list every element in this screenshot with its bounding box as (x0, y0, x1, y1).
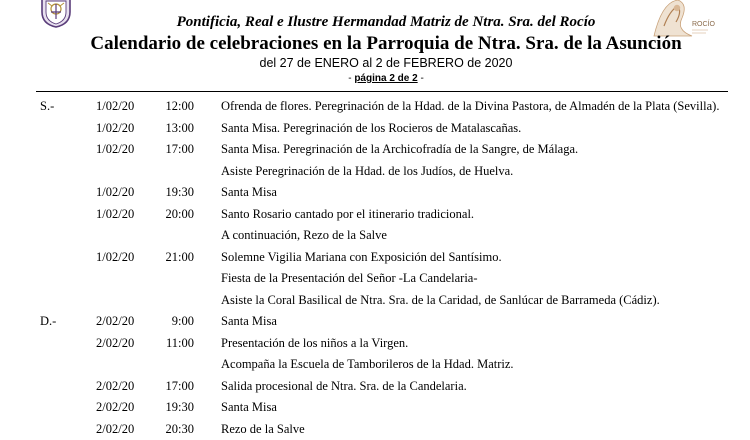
brotherhood-name: Pontificia, Real e Ilustre Hermandad Matriz de Ntra. Sra. del Rocío (0, 13, 750, 31)
schedule-date: 2/02/20 (96, 397, 134, 419)
schedule-time: 13:00 (164, 118, 194, 140)
schedule-description: Rezo de la Salve (221, 419, 305, 440)
schedule-date: 2/02/20 (96, 419, 134, 440)
schedule-description: Santa Misa (221, 311, 277, 333)
page-indicator (0, 73, 750, 85)
document-header (0, 0, 750, 90)
page-indicator-prefix: - (348, 73, 354, 84)
schedule-time: 9:00 (164, 311, 194, 333)
schedule-description: Presentación de los niños a la Virgen. (221, 333, 408, 355)
schedule-date: 1/02/20 (96, 118, 134, 140)
schedule-row (0, 118, 750, 140)
schedule-date: 1/02/20 (96, 204, 134, 226)
schedule-row (0, 354, 750, 376)
schedule-time: 19:30 (164, 182, 194, 204)
schedule-description: Salida procesional de Ntra. Sra. de la Candelaria. (221, 376, 467, 398)
schedule-date: 1/02/20 (96, 139, 134, 161)
schedule-row (0, 311, 750, 333)
schedule-date: 1/02/20 (96, 247, 134, 269)
schedule-row (0, 419, 750, 440)
schedule-row (0, 139, 750, 161)
schedule-date: 2/02/20 (96, 333, 134, 355)
schedule-row (0, 225, 750, 247)
schedule-row (0, 333, 750, 355)
schedule-date: 2/02/20 (96, 311, 134, 333)
schedule-description: Santa Misa (221, 182, 277, 204)
schedule-row (0, 376, 750, 398)
schedule-time: 12:00 (164, 96, 194, 118)
schedule-row (0, 182, 750, 204)
page-indicator-suffix: - (418, 73, 424, 84)
schedule-description: Asiste la Coral Basilical de Ntra. Sra. de la Caridad, de Sanlúcar de Barrameda (Cádiz). (221, 290, 660, 312)
schedule-description: Ofrenda de flores. Peregrinación de la Hdad. de la Divina Pastora, de Almadén de la Plata (Sevilla). (221, 96, 719, 118)
schedule-date: 2/02/20 (96, 376, 134, 398)
schedule-row (0, 247, 750, 269)
schedule-description: Santa Misa. Peregrinación de la Archicofradía de la Sangre, de Málaga. (221, 139, 578, 161)
date-range: del 27 de ENERO al 2 de FEBRERO de 2020 (0, 56, 750, 71)
schedule-time: 17:00 (164, 139, 194, 161)
schedule-description: Fiesta de la Presentación del Señor -La Candelaria- (221, 268, 478, 290)
schedule-row (0, 397, 750, 419)
schedule-date: 1/02/20 (96, 182, 134, 204)
schedule-time: 11:00 (164, 333, 194, 355)
schedule-day: S.- (40, 96, 54, 118)
schedule-time: 17:00 (164, 376, 194, 398)
schedule-description: Santa Misa. Peregrinación de los Rocieros de Matalascañas. (221, 118, 521, 140)
schedule-description: Santo Rosario cantado por el itinerario tradicional. (221, 204, 474, 226)
schedule-time: 20:30 (164, 419, 194, 440)
schedule-day: D.- (40, 311, 56, 333)
schedule-row (0, 204, 750, 226)
schedule-description: Solemne Vigilia Mariana con Exposición del Santísimo. (221, 247, 502, 269)
header-divider (36, 91, 728, 92)
schedule-list (0, 96, 750, 440)
schedule-time: 19:30 (164, 397, 194, 419)
schedule-row (0, 290, 750, 312)
schedule-description: Santa Misa (221, 397, 277, 419)
schedule-time: 21:00 (164, 247, 194, 269)
schedule-description: A continuación, Rezo de la Salve (221, 225, 387, 247)
schedule-description: Acompaña la Escuela de Tamborileros de la Hdad. Matriz. (221, 354, 514, 376)
schedule-description: Asiste Peregrinación de la Hdad. de los Judíos, de Huelva. (221, 161, 513, 183)
svg-text:ROCÍO: ROCÍO (692, 19, 716, 28)
page-number-label: página 2 de 2 (354, 73, 417, 84)
schedule-date: 1/02/20 (96, 96, 134, 118)
schedule-time: 20:00 (164, 204, 194, 226)
schedule-row (0, 96, 750, 118)
page-title: Calendario de celebraciones en la Parroquia de Ntra. Sra. de la Asunción (0, 33, 750, 55)
schedule-row (0, 268, 750, 290)
schedule-row (0, 161, 750, 183)
